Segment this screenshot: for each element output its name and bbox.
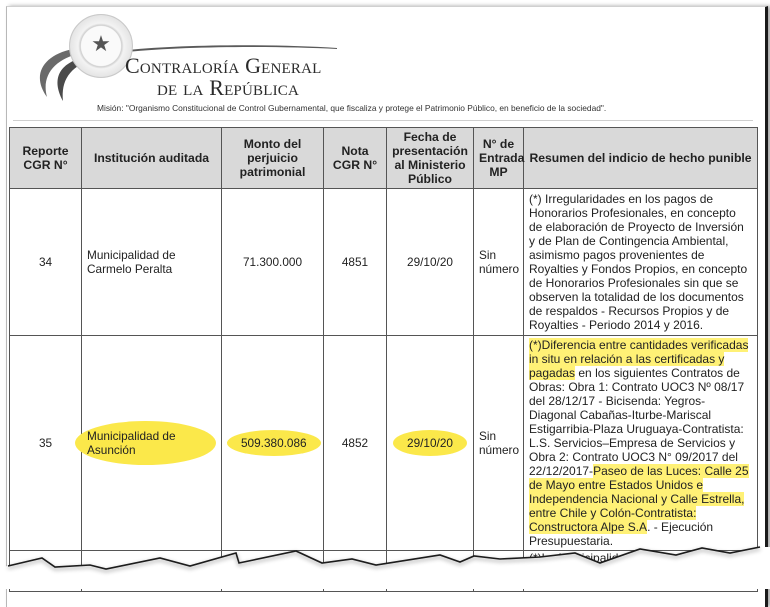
- highlight-oval: Municipalidad de Asunción: [75, 421, 216, 465]
- divider: [13, 120, 753, 121]
- col-header-reporte: Reporte CGR N°: [10, 128, 82, 189]
- report-table: [9, 127, 758, 592]
- mission-statement: Misión: "Organismo Constitucional de Control Gubernamental, que fiscaliza y protege el Patrimonio Público, en beneficio de la sociedad".: [97, 103, 607, 113]
- highlight-oval: 29/10/20: [393, 430, 467, 456]
- torn-edge: [0, 545, 770, 589]
- cell-entrada: Sin número: [474, 189, 524, 336]
- col-header-monto: Monto del perjuicio patrimonial: [222, 128, 324, 189]
- col-header-resumen: Resumen del indicio de hecho punible: [524, 128, 758, 189]
- cell-nota: 4852: [324, 336, 387, 551]
- document-page: [6, 6, 768, 607]
- org-title: [125, 55, 322, 99]
- cell-fecha: [387, 336, 474, 551]
- cell-monto: [222, 336, 324, 551]
- cell-fecha: 29/10/20: [387, 189, 474, 336]
- col-header-institucion: Institución auditada: [82, 128, 222, 189]
- highlight-oval: 509.380.086: [227, 430, 321, 456]
- seal-logo: [69, 14, 133, 78]
- cell-reporte: 34: [10, 189, 82, 336]
- cell-institucion: [82, 336, 222, 551]
- summary-text: . - Ejecución Presupuestaria.: [529, 520, 714, 548]
- logo-band-icon: [127, 44, 337, 52]
- cell-resumen: (*) Irregularidades en los pagos de Honorarios Profesionales, en concepto de elaboración de Proyecto de Inversión y de Plan de Contingencia Ambiental, asimismo pagos provenientes de Royalties y Fondos Propios, en concepto de Honorarios Profesionales sin que se observen la totalidad de los documentos de respaldos - Recursos Propios y de Royalties - Periodo 2014 y 2016.: [524, 189, 758, 336]
- cell-monto: 71.300.000: [222, 189, 324, 336]
- cell-resumen: [524, 336, 758, 551]
- star-icon: ★: [91, 31, 111, 56]
- table-header-row: [10, 128, 758, 189]
- highlighted-text: (*)Diferencia entre cantidades verificadas in situ en relación a las certificadas y pagadas: [529, 338, 749, 380]
- summary-text: en los siguientes Contratos de Obras: Obra 1: Contrato UOC3 Nº 08/17 del 28/12/17 - Bicisenda: Yegros-Diagonal Cabañas-Iturbe-Mariscal Estigarribia-Plaza Uruguaya-Contratista: L.S. Servicios–Empresa de Servicios y Obra 2: Contrato UOC3 N° 09/2017 del 22/12/2017-: [529, 366, 745, 478]
- cell-institucion: Municipalidad de Carmelo Peralta: [82, 189, 222, 336]
- org-title-line2: de la República: [157, 75, 300, 100]
- col-header-nota: Nota CGR N°: [324, 128, 387, 189]
- table-row: [10, 336, 758, 551]
- org-title-line1: Contraloría General: [125, 53, 322, 78]
- table-row: [10, 189, 758, 336]
- col-header-entrada: N° de Entrada MP: [474, 128, 524, 189]
- col-header-fecha: Fecha de presentación al Ministerio Público: [387, 128, 474, 189]
- highlighted-text: Paseo de las Luces: Calle 25 de Mayo entre Estados Unidos e Independencia Nacional y Calle Estrella, entre Chile y Colón-Contratista: Constructora Alpe S.A: [529, 464, 749, 534]
- cell-nota: 4851: [324, 189, 387, 336]
- cell-entrada: Sin número: [474, 336, 524, 551]
- cell-reporte: 35: [10, 336, 82, 551]
